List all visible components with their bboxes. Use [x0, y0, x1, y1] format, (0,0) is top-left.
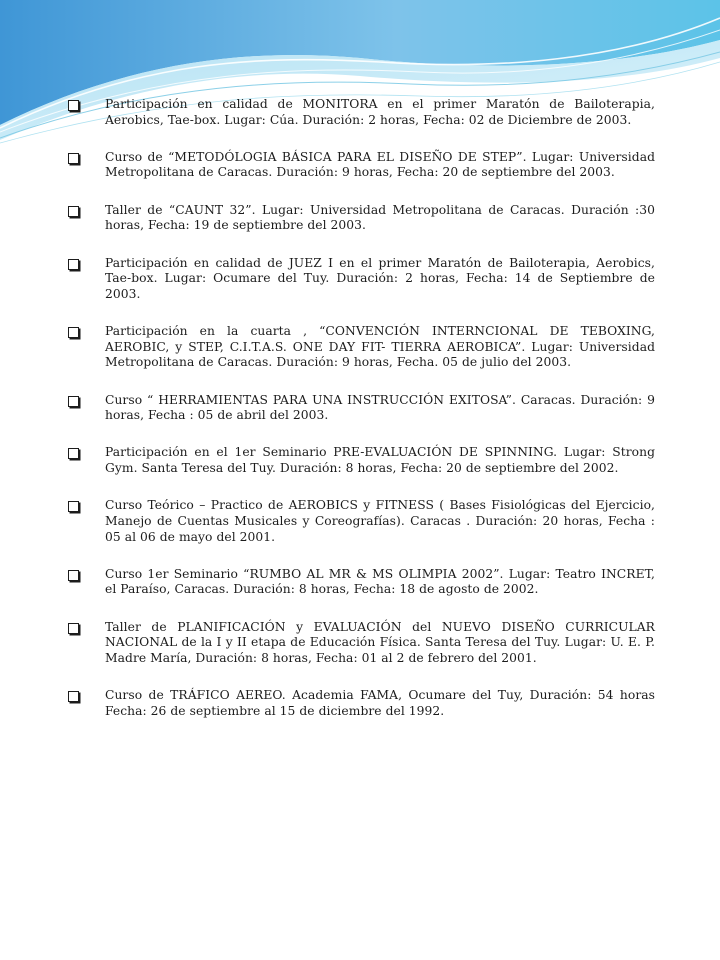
item-text: Participación en la cuarta , “CONVENCIÓN INTERNCIONAL DE TEBOXING, AEROBIC, y STEP, C.I.T.A.S. ONE DAY FIT- TIERRA AEROBICA”. Lugar: Universidad Metropolitana de Caracas. Duración: 9 horas, Fecha. 05 de julio del 2003.: [105, 324, 655, 370]
list-item: [68, 393, 655, 424]
list-item: [68, 445, 655, 476]
item-text: Curso 1er Seminario “RUMBO AL MR & MS OLIMPIA 2002”. Lugar: Teatro INCRET, el Paraíso, Caracas. Duración: 8 horas, Fecha: 18 de agosto de 2002.: [105, 566, 655, 597]
item-text: Participación en calidad de JUEZ I en el primer Maratón de Bailoterapia, Aerobics, Tae-box. Lugar: Ocumare del Tuy. Duración: 2 horas, Fecha: 14 de Septiembre de 2003.: [105, 255, 655, 301]
checkbox-bullet-icon: [68, 259, 79, 270]
checkbox-bullet-icon: [68, 570, 79, 581]
item-text: Curso “ HERRAMIENTAS PARA UNA INSTRUCCIÓN EXITOSA”. Caracas. Duración: 9 horas, Fecha : 05 de abril del 2003.: [105, 392, 655, 423]
list-item: [68, 324, 655, 371]
list-item: [68, 150, 655, 181]
checkbox-bullet-icon: [68, 396, 79, 407]
checkbox-bullet-icon: [68, 327, 79, 338]
item-text: Curso Teórico – Practico de AEROBICS y FITNESS ( Bases Fisiológicas del Ejercicio, Manejo de Cuentas Musicales y Coreografías). Caracas . Duración: 20 horas, Fecha : 05 al 06 de mayo del 2001.: [105, 498, 655, 544]
checkbox-bullet-icon: [68, 691, 79, 702]
item-text: Participación en el 1er Seminario PRE-EVALUACIÓN DE SPINNING. Lugar: Strong Gym. Santa Teresa del Tuy. Duración: 8 horas, Fecha: 20 de septiembre del 2002.: [105, 445, 655, 476]
list-item: [68, 498, 655, 545]
course-list: [68, 97, 655, 741]
item-text: Curso de “METODÓLOGIA BÁSICA PARA EL DISEÑO DE STEP”. Lugar: Universidad Metropolitana de Caracas. Duración: 9 horas, Fecha: 20 de septiembre del 2003.: [105, 149, 655, 180]
list-item: [68, 97, 655, 128]
list-item: [68, 203, 655, 234]
checkbox-bullet-icon: [68, 153, 79, 164]
list-item: [68, 620, 655, 667]
checkbox-bullet-icon: [68, 448, 79, 459]
checkbox-bullet-icon: [68, 623, 79, 634]
item-text: Taller de “CAUNT 32”. Lugar: Universidad Metropolitana de Caracas. Duración :30 horas, Fecha: 19 de septiembre del 2003.: [105, 202, 655, 233]
item-text: Curso de TRÁFICO AEREO. Academia FAMA, Ocumare del Tuy, Duración: 54 horas Fecha: 26 de septiembre al 15 de diciembre del 1992.: [105, 688, 655, 718]
list-item: [68, 688, 655, 719]
checkbox-bullet-icon: [68, 100, 79, 111]
checkbox-bullet-icon: [68, 206, 79, 217]
checkbox-bullet-icon: [68, 501, 79, 512]
item-text: Taller de PLANIFICACIÓN y EVALUACIÓN del NUEVO DISEÑO CURRICULAR NACIONAL de la I y II etapa de Educación Física. Santa Teresa del Tuy. Lugar: U. E. P. Madre María, Duración: 8 horas, Fecha: 01 al 2 de febrero del 2001.: [105, 619, 655, 665]
list-item: [68, 567, 655, 598]
list-item: [68, 256, 655, 303]
item-text: Participación en calidad de MONITORA en el primer Maratón de Bailoterapia, Aerobics, Tae-box. Lugar: Cúa. Duración: 2 horas, Fecha: 02 de Diciembre de 2003.: [105, 97, 655, 127]
